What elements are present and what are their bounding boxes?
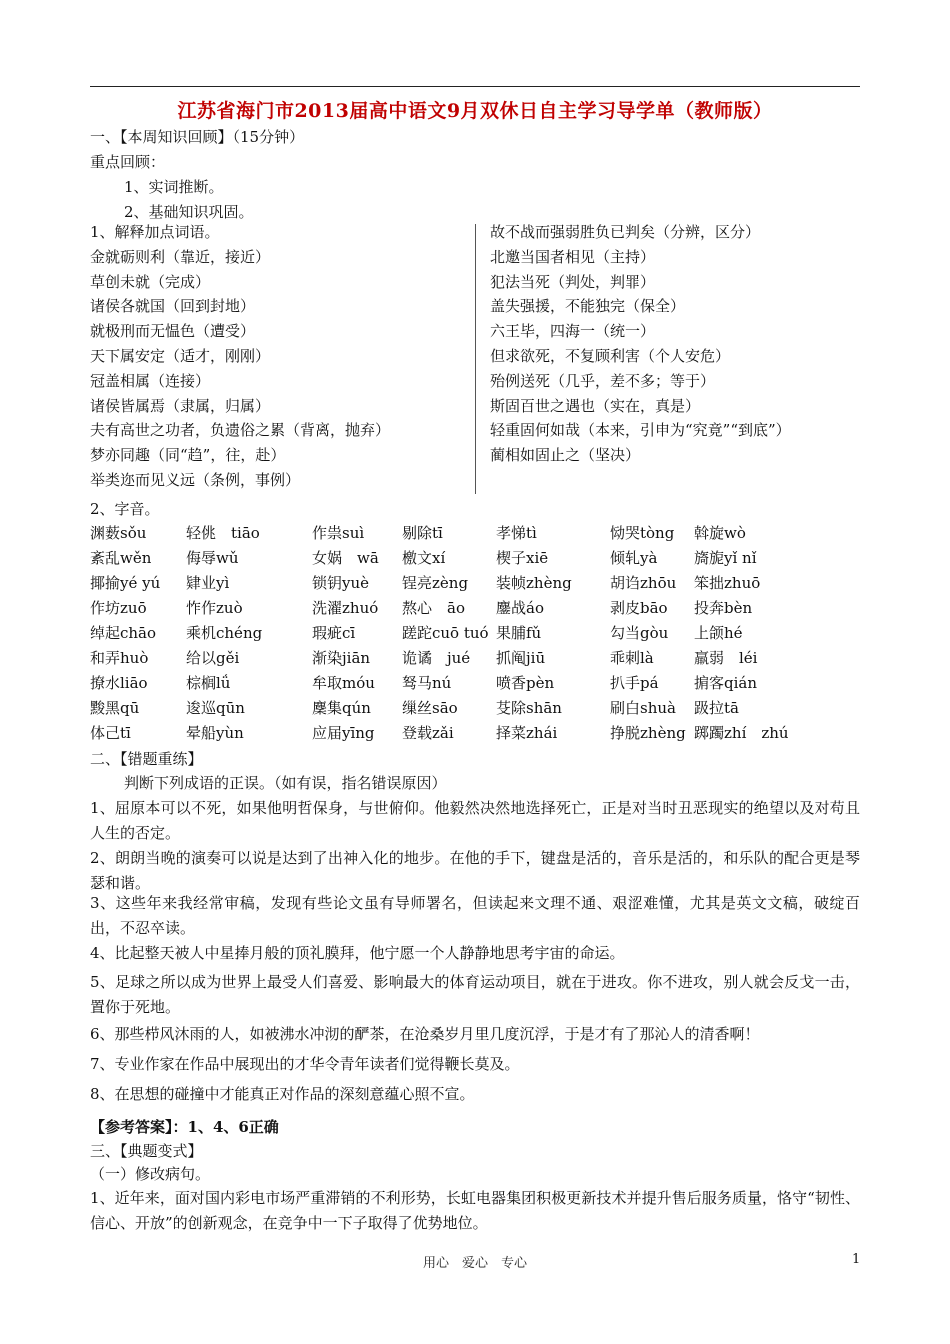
pinyin-entry: 果脯fǔ bbox=[496, 624, 542, 642]
section2-heading: 二、【错题重练】 bbox=[90, 750, 203, 768]
exercise-item: 4、比起整天被人中星捧月般的顶礼膜拜，他宁愿一个人静静地思考宇宙的命运。 bbox=[90, 944, 625, 962]
vocab-item: 殆例送死（几乎，差不多；等于） bbox=[490, 371, 716, 390]
vocab-item: 冠盖相属（连接） bbox=[90, 371, 211, 390]
vocab-item: 犯法当死（判处，判罪） bbox=[490, 272, 656, 291]
vocab-item: 诸侯皆属焉（隶属，归属） bbox=[90, 396, 271, 415]
vocab-item: 天下属安定（适才，刚刚） bbox=[90, 346, 271, 365]
pinyin-entry: 趿拉tā bbox=[694, 699, 739, 717]
pinyin-entry: 勾当gòu bbox=[610, 624, 669, 642]
page-number: 1 bbox=[852, 1252, 861, 1267]
pinyin-entry: 鏖战áo bbox=[496, 599, 544, 617]
pinyin-entry: 洗濯zhuó bbox=[312, 599, 379, 617]
vocab-item: 斯固百世之遇也（实在，真是） bbox=[490, 396, 701, 415]
vocab-item: 盖失强援，不能独完（保全） bbox=[490, 297, 686, 316]
pinyin-row bbox=[90, 672, 860, 697]
vocab-item: 梦亦同趣（同“趋”，往，赴） bbox=[90, 446, 286, 465]
pinyin-entry: 紊乱wěn bbox=[90, 549, 152, 567]
pinyin-entry: 胡诌zhōu bbox=[610, 574, 677, 592]
pinyin-row bbox=[90, 697, 860, 722]
pinyin-entry: 倾轧yà bbox=[610, 549, 658, 567]
document-title: 江苏省海门市2013届高中语文9月双休日自主学习导学单（教师版） bbox=[177, 100, 773, 122]
pinyin-entry: 绰起chāo bbox=[90, 624, 157, 642]
review-item: 2、基础知识巩固。 bbox=[124, 203, 254, 221]
column-divider bbox=[475, 224, 476, 494]
pinyin-entry: 作坊zuō bbox=[90, 599, 147, 617]
sentence-item: 1、近年来，面对国内彩电市场严重滞销的不利形势，长虹电器集团积极更新技术并提升售后服务质量，恪守“韧性、信心、开放”的创新观念，在竞争中一下子取得了优势地位。 bbox=[90, 1189, 860, 1232]
pinyin-entry: 楔子xiē bbox=[496, 549, 549, 567]
pinyin-entry: 锁钥yuè bbox=[312, 574, 370, 592]
pinyin-entry: 抓阄jiū bbox=[496, 649, 546, 667]
pinyin-entry: 和弄huò bbox=[90, 649, 149, 667]
header-rule bbox=[90, 86, 860, 87]
pinyin-entry: 刷白shuà bbox=[610, 699, 676, 717]
section1-heading: 一、【本周知识回顾】（15分钟） bbox=[90, 128, 305, 146]
pinyin-entry: 挣脱zhèng bbox=[610, 724, 686, 742]
page-footer: 用心 爱心 专心 bbox=[422, 1256, 527, 1271]
pinyin-entry: 檄文xí bbox=[402, 549, 446, 567]
pinyin-entry: 投奔bèn bbox=[694, 599, 753, 617]
vocab-item: 草创未就（完成） bbox=[90, 272, 211, 291]
pinyin-entry: 恸哭tòng bbox=[610, 524, 675, 542]
pinyin-entry: 掮客qián bbox=[694, 674, 758, 692]
pinyin-entry: 麇集qún bbox=[312, 699, 371, 717]
vocab-item: 就极刑而无愠色（遭受） bbox=[90, 322, 256, 341]
vocab-item: 夫有高世之功者，负遗俗之累（背离，抛弃） bbox=[90, 421, 391, 440]
pinyin-row bbox=[90, 722, 860, 747]
vocab-table bbox=[90, 220, 860, 496]
pinyin-entry: 侮辱wǔ bbox=[186, 549, 239, 567]
vocab-item: 诸侯各就国（回到封地） bbox=[90, 297, 256, 316]
pinyin-entry: 渊薮sǒu bbox=[90, 524, 147, 542]
vocab-item: 但求欲死，不复顾利害（个人安危） bbox=[490, 346, 731, 365]
pinyin-entry: 给以gěi bbox=[186, 649, 240, 667]
pinyin-entry: 剥皮bāo bbox=[610, 599, 668, 617]
pinyin-entry: 斡旋wò bbox=[694, 524, 746, 542]
pinyin-entry: 牟取móu bbox=[312, 674, 375, 692]
pinyin-entry: 轻佻 tiāo bbox=[186, 524, 260, 542]
pinyin-entry: 笨拙zhuō bbox=[694, 574, 761, 592]
pinyin-entry: 应届yīng bbox=[312, 724, 375, 742]
pinyin-entry: 择菜zhái bbox=[496, 724, 558, 742]
pinyin-entry: 乖刺là bbox=[610, 649, 654, 667]
vocab-item: 蔺相如固止之（坚决） bbox=[490, 446, 641, 465]
pinyin-row bbox=[90, 522, 860, 547]
pinyin-entry: 羸弱 léi bbox=[694, 649, 758, 667]
pinyin-entry: 女娲 wā bbox=[312, 549, 379, 567]
vocab-item: 金就砺则利（靠近，接近） bbox=[90, 247, 271, 266]
pinyin-entry: 撩水liāo bbox=[90, 674, 148, 692]
pinyin-entry: 喷香pèn bbox=[496, 674, 555, 692]
pinyin-entry: 揶揄yé yú bbox=[90, 574, 161, 592]
section3-subheading: （一）修改病句。 bbox=[90, 1165, 211, 1183]
pinyin-row bbox=[90, 572, 860, 597]
vocab-item: 北邀当国者相见（主持） bbox=[490, 247, 656, 266]
exercise-item: 7、专业作家在作品中展现出的才华令青年读者们觉得鞭长莫及。 bbox=[90, 1055, 520, 1073]
pinyin-entry: 瑕疵cī bbox=[312, 624, 356, 642]
review-item: 1、实词推断。 bbox=[124, 178, 224, 196]
pinyin-entry: 晕船yùn bbox=[186, 724, 244, 742]
exercise-item: 3、这些年来我经常审稿，发现有些论文虽有导师署名，但读起来文理不通、艰涩难懂，尤其是英文文稿，破绽百出，不忍卒读。 bbox=[90, 894, 860, 937]
pinyin-row bbox=[90, 597, 860, 622]
pinyin-row bbox=[90, 547, 860, 572]
pinyin-entry: 剔除tī bbox=[402, 524, 443, 542]
pinyin-entry: 驽马nú bbox=[402, 674, 452, 692]
pinyin-entry: 熬心 āo bbox=[402, 599, 465, 617]
vocab-item: 轻重固何如哉（本来，引申为“究竟”“到底”） bbox=[490, 421, 791, 440]
pinyin-entry: 乘机chéng bbox=[186, 624, 263, 642]
vocab-right-column bbox=[490, 220, 860, 468]
pinyin-row bbox=[90, 647, 860, 672]
vocab-heading: 1、解释加点词语。 bbox=[90, 223, 220, 241]
pinyin-entry: 肄业yì bbox=[186, 574, 230, 592]
pinyin-entry: 怍作zuò bbox=[186, 599, 243, 617]
pinyin-entry: 登载zǎi bbox=[402, 724, 454, 742]
pinyin-entry: 装帧zhèng bbox=[496, 574, 572, 592]
pinyin-entry: 体己tī bbox=[90, 724, 131, 742]
pinyin-grid bbox=[90, 522, 860, 747]
vocab-item: 故不战而强弱胜负已判矣（分辨，区分） bbox=[490, 223, 761, 241]
exercise-item: 6、那些栉风沐雨的人，如被沸水冲沏的酽茶，在沧桑岁月里几度沉浮，于是才有了那沁人的清香啊！ bbox=[90, 1025, 760, 1043]
exercise-item: 1、屈原本可以不死，如果他明哲保身，与世俯仰。他毅然决然地选择死亡，正是对当时丑恶现实的绝望以及对苟且人生的否定。 bbox=[90, 799, 860, 842]
review-label: 重点回顾： bbox=[90, 153, 166, 171]
exercise-item: 2、朗朗当晚的演奏可以说是达到了出神入化的地步。在他的手下，键盘是活的，音乐是活的，和乐队的配合更是琴瑟和谐。 bbox=[90, 849, 860, 892]
pinyin-entry: 上颌hé bbox=[694, 624, 743, 642]
vocab-item: 六王毕，四海一（统一） bbox=[490, 322, 656, 341]
pinyin-entry: 芟除shān bbox=[496, 699, 562, 717]
pinyin-entry: 棕榈lǘ bbox=[186, 674, 231, 692]
pinyin-entry: 孝悌tì bbox=[496, 524, 537, 542]
pinyin-entry: 诡谲 jué bbox=[402, 649, 471, 667]
pinyin-heading: 2、字音。 bbox=[90, 500, 160, 518]
exercise-item: 5、足球之所以成为世界上最受人们喜爱、影响最大的体育运动项目，就在于进攻。你不进攻，别人就会反戈一击，置你于死地。 bbox=[90, 973, 860, 1016]
pinyin-entry: 旖旎yǐ nǐ bbox=[694, 549, 757, 567]
pinyin-entry: 踯躅zhí zhú bbox=[694, 724, 789, 742]
pinyin-row bbox=[90, 622, 860, 647]
pinyin-entry: 逡巡qūn bbox=[186, 699, 245, 717]
section3-heading: 三、【典题变式】 bbox=[90, 1142, 203, 1160]
pinyin-entry: 渐染jiān bbox=[312, 649, 371, 667]
pinyin-entry: 锃亮zèng bbox=[402, 574, 469, 592]
pinyin-entry: 作祟suì bbox=[312, 524, 365, 542]
vocab-left-column bbox=[90, 220, 470, 493]
pinyin-entry: 扒手pá bbox=[610, 674, 659, 692]
exercise-item: 8、在思想的碰撞中才能真正对作品的深刻意蕴心照不宣。 bbox=[90, 1085, 475, 1103]
pinyin-entry: 黢黑qū bbox=[90, 699, 140, 717]
pinyin-entry: 蹉跎cuō tuó bbox=[402, 624, 489, 642]
section2-instruction: 判断下列成语的正误。（如有误，指名错误原因） bbox=[124, 774, 447, 792]
vocab-item: 举类迩而见义远（条例，事例） bbox=[90, 470, 301, 489]
pinyin-entry: 缫丝sāo bbox=[402, 699, 458, 717]
answer-key: 【参考答案】：1、4、6正确 bbox=[90, 1118, 279, 1136]
